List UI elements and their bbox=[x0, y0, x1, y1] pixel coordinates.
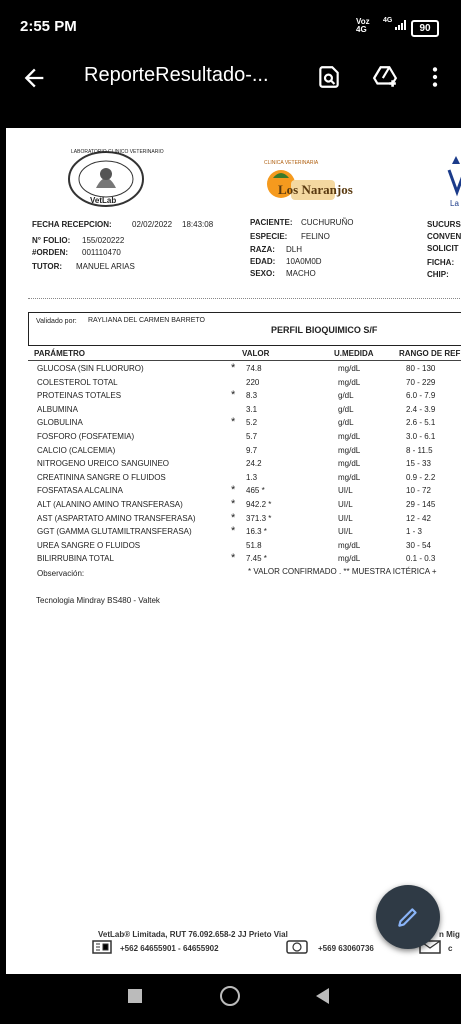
unit: mg/dL bbox=[338, 432, 361, 441]
result-value: 465 * bbox=[246, 486, 265, 496]
reference-range: 30 - 54 bbox=[406, 540, 431, 550]
fecha-value: 02/02/2022 bbox=[132, 220, 173, 229]
edad-label: EDAD: bbox=[250, 257, 276, 266]
reference-range: 15 - 33 bbox=[406, 459, 431, 469]
status-time: 2:55 PM bbox=[20, 18, 77, 35]
especie-value: FELINO bbox=[301, 232, 330, 241]
app-bar bbox=[0, 56, 461, 128]
vetlab-logo-text: VetLab bbox=[90, 196, 117, 205]
unit: UI/L bbox=[338, 500, 353, 509]
result-row bbox=[6, 554, 461, 567]
validado-label: Validado por: bbox=[36, 318, 77, 325]
convenio-label: CONVEN bbox=[427, 232, 461, 241]
result-row bbox=[6, 446, 461, 459]
result-row bbox=[6, 391, 461, 404]
param-name: BILIRRUBINA TOTAL bbox=[37, 554, 114, 564]
reference-range: 3.0 - 6.1 bbox=[406, 432, 436, 441]
observacion-value: * VALOR CONFIRMADO . ** MUESTRA ICTÉRICA + bbox=[248, 567, 437, 576]
unit: mg/dL bbox=[338, 472, 361, 482]
edad-value: 10A0M0D bbox=[286, 257, 322, 266]
unit: UI/L bbox=[338, 486, 353, 496]
clinic-logo-name: Los Naranjos bbox=[278, 182, 353, 197]
document-title: ReporteResultado-... bbox=[84, 64, 269, 86]
flag-asterisk: * bbox=[231, 389, 236, 402]
flag-asterisk: * bbox=[231, 416, 236, 429]
whatsapp-icon bbox=[286, 940, 308, 954]
reference-range: 0.1 - 0.3 bbox=[406, 554, 436, 564]
reference-range: 29 - 145 bbox=[406, 500, 436, 509]
footer-company-tail: n Mig bbox=[439, 930, 460, 939]
sexo-value: MACHO bbox=[286, 269, 316, 278]
result-value: 51.8 bbox=[246, 540, 262, 550]
especie-label: ESPECIE: bbox=[250, 232, 288, 241]
result-value: 220 bbox=[246, 377, 260, 387]
separator bbox=[28, 298, 461, 299]
recents-icon[interactable] bbox=[128, 989, 142, 1003]
partial-logo-text: La bbox=[450, 199, 459, 208]
perfil-title: PERFIL BIOQUIMICO S/F bbox=[271, 325, 378, 335]
result-row bbox=[6, 527, 461, 540]
pencil-icon bbox=[395, 904, 421, 930]
paciente-label: PACIENTE: bbox=[250, 218, 293, 227]
reference-range: 6.0 - 7.9 bbox=[406, 391, 436, 401]
param-name: FOSFORO (FOSFATEMIA) bbox=[37, 432, 135, 441]
signal-label: 4G bbox=[383, 17, 393, 24]
result-value: 5.2 bbox=[246, 418, 258, 428]
unit: UI/L bbox=[338, 513, 353, 523]
tecnologia-text: Tecnologia Mindray BS480 - Valtek bbox=[36, 596, 160, 605]
result-row bbox=[6, 364, 461, 377]
col-rango: RANGO DE REF bbox=[399, 349, 461, 358]
unit: mg/dL bbox=[338, 364, 361, 373]
sexo-label: SEXO: bbox=[250, 269, 275, 278]
validado-value: RAYLIANA DEL CARMEN BARRETO bbox=[88, 317, 205, 324]
reference-range: 80 - 130 bbox=[406, 364, 436, 373]
orden-value: 001110470 bbox=[82, 248, 121, 257]
observacion-label: Observación: bbox=[37, 569, 85, 578]
result-value: 5.7 bbox=[246, 432, 258, 441]
param-name: GLUCOSA (SIN FLUORURO) bbox=[37, 364, 144, 373]
reference-range: 10 - 72 bbox=[406, 486, 431, 496]
result-value: 9.7 bbox=[246, 445, 258, 455]
param-name: UREA SANGRE O FLUIDOS bbox=[37, 540, 141, 550]
result-value: 371.3 * bbox=[246, 513, 272, 523]
param-name: AST (ASPARTATO AMINO TRANSFERASA) bbox=[37, 513, 196, 523]
find-in-page-icon[interactable] bbox=[316, 64, 342, 90]
result-value: 8.3 bbox=[246, 391, 258, 401]
result-value: 16.3 * bbox=[246, 527, 267, 537]
unit: UI/L bbox=[338, 527, 353, 537]
ficha-label: FICHA: bbox=[427, 258, 455, 267]
folio-value: 155/020222 bbox=[82, 236, 125, 245]
unit: mg/dL bbox=[338, 459, 361, 469]
fecha-label: FECHA RECEPCION: bbox=[32, 220, 112, 229]
signal-icon bbox=[383, 17, 409, 30]
result-value: 7.45 * bbox=[246, 554, 267, 564]
orden-label: #ORDEN: bbox=[32, 248, 69, 257]
clinic-logo-top: CLINICA VETERINARIA bbox=[264, 160, 319, 166]
raza-value: DLH bbox=[286, 245, 303, 254]
tutor-value: MANUEL ARIAS bbox=[76, 262, 135, 271]
unit: g/dL bbox=[338, 418, 354, 428]
edit-fab[interactable] bbox=[376, 885, 440, 949]
home-icon[interactable] bbox=[220, 986, 240, 1006]
unit: g/dL bbox=[338, 404, 354, 414]
unit: mg/dL bbox=[338, 554, 361, 564]
result-value: 942.2 * bbox=[246, 500, 272, 509]
pdf-page[interactable] bbox=[6, 128, 461, 974]
solicitante-label: SOLICIT bbox=[427, 244, 459, 253]
reference-range: 1 - 3 bbox=[406, 527, 423, 537]
flag-asterisk: * bbox=[231, 552, 236, 565]
param-name: NITROGENO UREICO SANGUINEO bbox=[37, 459, 170, 469]
reference-range: 2.4 - 3.9 bbox=[406, 404, 436, 414]
flag-asterisk: * bbox=[231, 484, 236, 497]
sucursal-label: SUCURS bbox=[427, 220, 461, 229]
unit: mg/dL bbox=[338, 377, 361, 387]
network-4g: 4G bbox=[356, 25, 367, 34]
battery-icon bbox=[411, 20, 439, 37]
vetlab-ring-text: LABORATORIO CLINICO VETERINARIO bbox=[71, 149, 164, 155]
battery-level: 90 bbox=[419, 23, 431, 34]
raza-label: RAZA: bbox=[250, 245, 275, 254]
navigation-bar bbox=[0, 974, 461, 1024]
reference-range: 70 - 229 bbox=[406, 377, 436, 387]
back-arrow-icon[interactable] bbox=[20, 64, 48, 92]
flag-asterisk: * bbox=[231, 511, 236, 524]
flag-asterisk: * bbox=[231, 525, 236, 538]
network-indicator bbox=[356, 18, 370, 34]
result-row bbox=[6, 432, 461, 445]
result-row bbox=[6, 459, 461, 472]
param-name: PROTEINAS TOTALES bbox=[37, 391, 122, 401]
network-voz: Voz bbox=[356, 17, 370, 26]
result-value: 3.1 bbox=[246, 404, 258, 414]
footer-phones: +562 64655901 - 64655902 bbox=[120, 944, 219, 953]
param-name: CREATININA SANGRE O FLUIDOS bbox=[37, 472, 166, 482]
reference-range: 8 - 11.5 bbox=[406, 445, 433, 455]
hora-value: 18:43:08 bbox=[182, 220, 214, 229]
result-value: 24.2 bbox=[246, 459, 262, 469]
param-name: CALCIO (CALCEMIA) bbox=[37, 445, 116, 455]
result-value: 74.8 bbox=[246, 364, 262, 373]
param-name: ALBUMINA bbox=[37, 404, 78, 414]
tutor-label: TUTOR: bbox=[32, 262, 63, 271]
reference-range: 2.6 - 5.1 bbox=[406, 418, 436, 428]
phone-icon bbox=[92, 940, 112, 954]
flag-asterisk: * bbox=[231, 362, 236, 374]
unit: g/dL bbox=[338, 391, 354, 401]
param-name: COLESTEROL TOTAL bbox=[37, 377, 118, 387]
add-to-drive-icon[interactable] bbox=[372, 64, 398, 90]
header-rule bbox=[28, 360, 461, 361]
reference-range: 12 - 42 bbox=[406, 513, 431, 523]
col-valor: VALOR bbox=[242, 349, 270, 358]
folio-label: N° FOLIO: bbox=[32, 236, 71, 245]
param-name: GGT (GAMMA GLUTAMILTRANSFERASA) bbox=[37, 527, 192, 537]
param-name: ALT (ALANINO AMINO TRANSFERASA) bbox=[37, 500, 183, 509]
col-parametro: PARÁMETRO bbox=[34, 349, 85, 358]
footer-mobile: +569 63060736 bbox=[318, 944, 374, 953]
chip-label: CHIP: bbox=[427, 270, 449, 279]
reference-range: 0.9 - 2.2 bbox=[406, 472, 436, 482]
result-row bbox=[6, 418, 461, 431]
param-name: GLOBULINA bbox=[37, 418, 83, 428]
footer-company: VetLab® Limitada, RUT 76.092.658-2 JJ Prieto Vial bbox=[98, 930, 288, 939]
param-name: FOSFATASA ALCALINA bbox=[37, 486, 123, 496]
back-nav-icon[interactable] bbox=[316, 988, 330, 1004]
status-bar bbox=[0, 0, 461, 56]
unit: mg/dL bbox=[338, 540, 361, 550]
more-options-icon[interactable] bbox=[422, 64, 448, 90]
flag-asterisk: * bbox=[231, 498, 236, 510]
result-value: 1.3 bbox=[246, 472, 258, 482]
paciente-value: CUCHURUÑO bbox=[301, 218, 354, 227]
unit: mg/dL bbox=[338, 445, 361, 455]
footer-email: c bbox=[448, 944, 453, 953]
col-umedida: U.MEDIDA bbox=[334, 349, 374, 358]
